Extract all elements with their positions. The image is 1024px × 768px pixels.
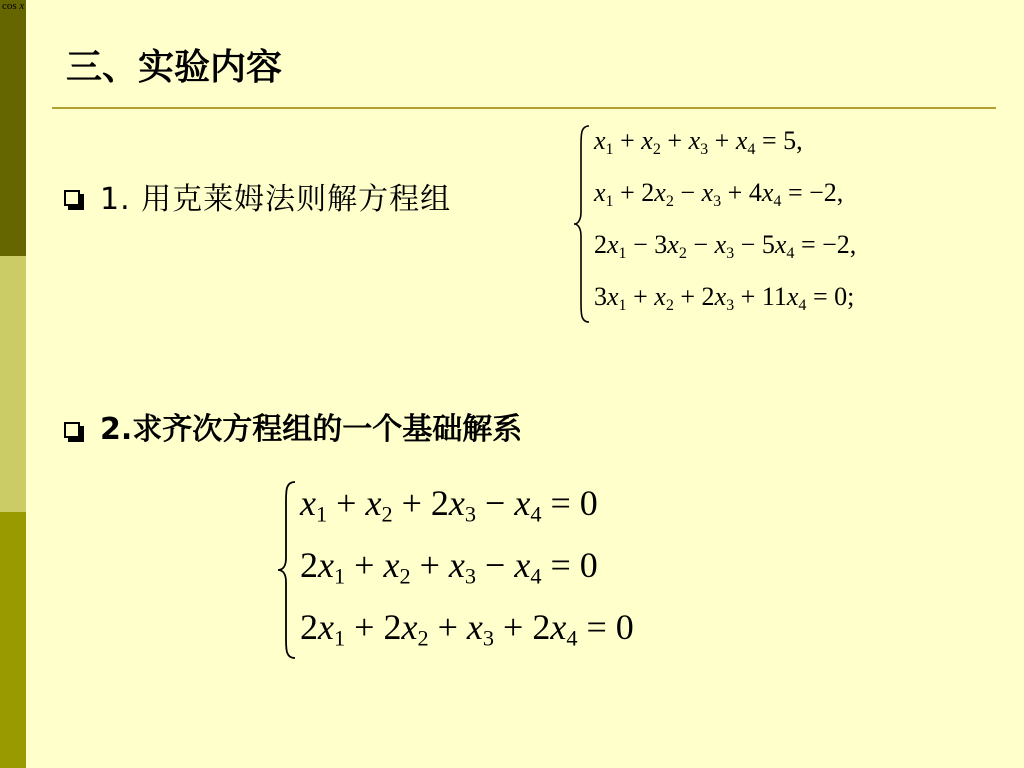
bullet-square-icon xyxy=(64,190,84,210)
equation-system-1 xyxy=(572,124,992,324)
left-brace-icon xyxy=(276,480,298,660)
left-band-bottom xyxy=(0,512,26,768)
corner-label: cos x xyxy=(2,0,25,12)
equation-row: $x_1 + x_2 + 2x_3 - x_4 = 0$ xyxy=(300,483,598,527)
equation-row: $x_1 + x_2 + x_3 + x_4 = 5$, xyxy=(594,126,803,158)
equation-row: $2x_1 + x_2 + x_3 - x_4 = 0$ xyxy=(300,545,598,589)
left-brace-icon xyxy=(572,124,592,324)
equation-row: $2x_1 - 3x_2 - x_3 - 5x_4 = -2$, xyxy=(594,230,857,262)
bullet-square-icon xyxy=(64,422,84,442)
item-2-label: 2.求齐次方程组的一个基础解系 xyxy=(100,412,523,447)
equation-row: $2x_1 + 2x_2 + x_3 + 2x_4 = 0$ xyxy=(300,607,634,651)
equation-row: $x_1 + 2x_2 - x_3 + 4x_4 = -2$, xyxy=(594,178,844,210)
title-divider xyxy=(52,107,996,109)
left-band-middle xyxy=(0,256,26,512)
item-1-label: 1. 用克莱姆法则解方程组 xyxy=(100,182,452,217)
slide-title: 三、实验内容 xyxy=(66,47,283,88)
equation-row: $3x_1 + x_2 + 2x_3 + 11x_4 = 0$; xyxy=(594,282,855,314)
equation-system-2 xyxy=(276,480,756,660)
left-band-top xyxy=(0,0,26,256)
